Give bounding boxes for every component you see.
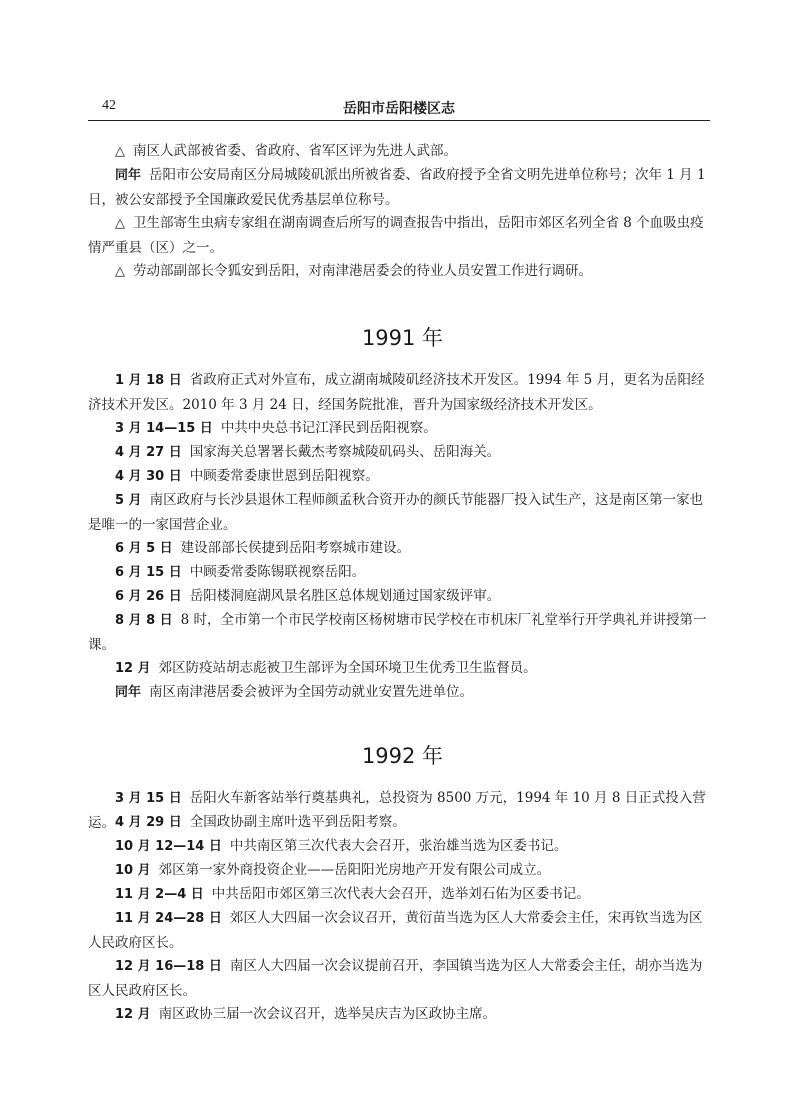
year-heading-1991: 1991 年	[361, 326, 444, 350]
entry-label: 6 月 15 日	[115, 565, 182, 580]
entry-text: 建设部部长侯捷到岳阳考察城市建设。	[180, 540, 411, 556]
entry-label: 1 月 18 日	[115, 373, 182, 388]
entry-label: 12 月 16—18 日	[115, 959, 222, 974]
entry	[88, 368, 710, 417]
entry-text: 郊区人大四届一次会议召开，黄衍苗当选为区人大常委会主任，宋再钦当选为区人民政府区长。	[88, 910, 703, 951]
entry-text: 南区南津港居委会被评为全国劳动就业安置先进单位。	[149, 684, 474, 700]
entry-label: 同年	[115, 168, 142, 183]
entry-label: 4 月 29 日	[115, 815, 182, 830]
entry-text: 8 时，全市第一个市民学校南区杨树塘市民学校在市机床厂礼堂举行开学典礼并讲授第一课。	[88, 612, 707, 653]
entry-label: 11 月 2—4 日	[115, 887, 204, 902]
entry-label: 4 月 27 日	[115, 445, 182, 460]
entry	[88, 810, 710, 835]
entry-label: 6 月 5 日	[115, 541, 173, 556]
entry	[88, 680, 710, 705]
entry-text: 国家海关总署署长戴杰考察城陵矶码头、岳阳海关。	[189, 444, 501, 460]
entry-text: 劳动部副部长令狐安到岳阳，对南津港居委会的待业人员安置工作进行调研。	[133, 263, 592, 279]
entry	[88, 906, 710, 955]
entry-text: 郊区防疫站胡志彪被卫生部评为全国环境卫生优秀卫生监督员。	[158, 660, 537, 676]
entry	[88, 584, 710, 609]
entry	[88, 1002, 710, 1027]
entry	[88, 882, 710, 907]
entry-text: 岳阳市公安局南区分局城陵矶派出所被省委、省政府授予全省文明先进单位称号；次年 1 月 1 日，被公安部授予全国廉政爱民优秀基层单位称号。	[88, 167, 706, 208]
entry-text: 南区政协三届一次会议召开，选举吴庆吉为区政协主席。	[158, 1006, 497, 1022]
entry-label: 10 月	[115, 863, 151, 878]
entry-label: 11 月 24—28 日	[115, 911, 222, 926]
entry-text: 中顾委常委康世恩到岳阳视察。	[189, 468, 379, 484]
entry-label: 6 月 26 日	[115, 589, 182, 604]
page-number: 42	[102, 98, 116, 113]
entry	[88, 259, 710, 284]
entry-text: 中共中央总书记江泽民到岳阳视察。	[220, 420, 437, 436]
entry-text: 郊区第一家外商投资企业——岳阳阳光房地产开发有限公司成立。	[158, 862, 551, 878]
entry	[88, 608, 710, 657]
entry-text: 岳阳楼洞庭湖风景名胜区总体规划通过国家级评审。	[189, 588, 501, 604]
entry-text: 中共南区第三次代表大会召开，张治雄当选为区委书记。	[229, 838, 568, 854]
entry-label: 8 月 8 日	[115, 613, 173, 628]
entry	[88, 416, 710, 441]
entry	[88, 464, 710, 489]
entry-label: 12 月	[115, 661, 151, 676]
entry	[88, 211, 710, 260]
entry-text: 南区人大四届一次会议提前召开，李国镇当选为区人大常委会主任，胡亦当选为区人民政府区长。	[88, 958, 703, 999]
entry-label: △	[115, 216, 125, 231]
year-heading-1992: 1992 年	[361, 744, 444, 768]
entry-label: △	[115, 264, 125, 279]
entry-label: 10 月 12—14 日	[115, 839, 222, 854]
running-header	[88, 96, 710, 121]
entry	[88, 488, 710, 537]
entry-text: 省政府正式对外宣布，成立湖南城陵矶经济技术开发区。1994 年 5 月，更名为岳阳经济技术开发区。2010 年 3 月 24 日，经国务院批准，晋升为国家级经济技术开发区。	[88, 372, 705, 413]
entry	[88, 656, 710, 681]
entry	[88, 560, 710, 585]
entry-text: 卫生部寄生虫病专家组在湖南调查后所写的调查报告中指出，岳阳市郊区名列全省 8 个血吸虫疫情严重县（区）之一。	[88, 215, 704, 256]
entry-text: 南区人武部被省委、省政府、省军区评为先进人武部。	[133, 143, 457, 159]
entry-label: 4 月 30 日	[115, 469, 182, 484]
entry-text: 中共岳阳市郊区第三次代表大会召开，选举刘石佑为区委书记。	[211, 886, 590, 902]
book-title: 岳阳市岳阳楼区志	[343, 101, 455, 117]
entry	[88, 536, 710, 561]
entry-text: 全国政协副主席叶选平到岳阳考察。	[189, 814, 406, 830]
entry-label: 5 月	[115, 493, 142, 508]
entry	[88, 954, 710, 1003]
entry	[88, 834, 710, 859]
entry	[88, 440, 710, 465]
entry-label: △	[115, 144, 125, 159]
entry-text: 岳阳火车新客站举行奠基典礼，总投资为 8500 万元，1994 年 10 月 8 日正式投入营运。	[88, 790, 706, 831]
entry	[88, 858, 710, 883]
entry	[88, 163, 710, 212]
entry-text: 中顾委常委陈锡联视察岳阳。	[189, 564, 366, 580]
entry-label: 同年	[115, 685, 142, 700]
entry-label: 3 月 15 日	[115, 791, 182, 806]
entry-text: 南区政府与长沙县退休工程师颜孟秋合资开办的颜氏节能器厂投入试生产，这是南区第一家也是唯一的一家国营企业。	[88, 492, 704, 533]
entry-label: 12 月	[115, 1007, 151, 1022]
entry-label: 3 月 14—15 日	[115, 421, 213, 436]
entry	[88, 139, 710, 164]
